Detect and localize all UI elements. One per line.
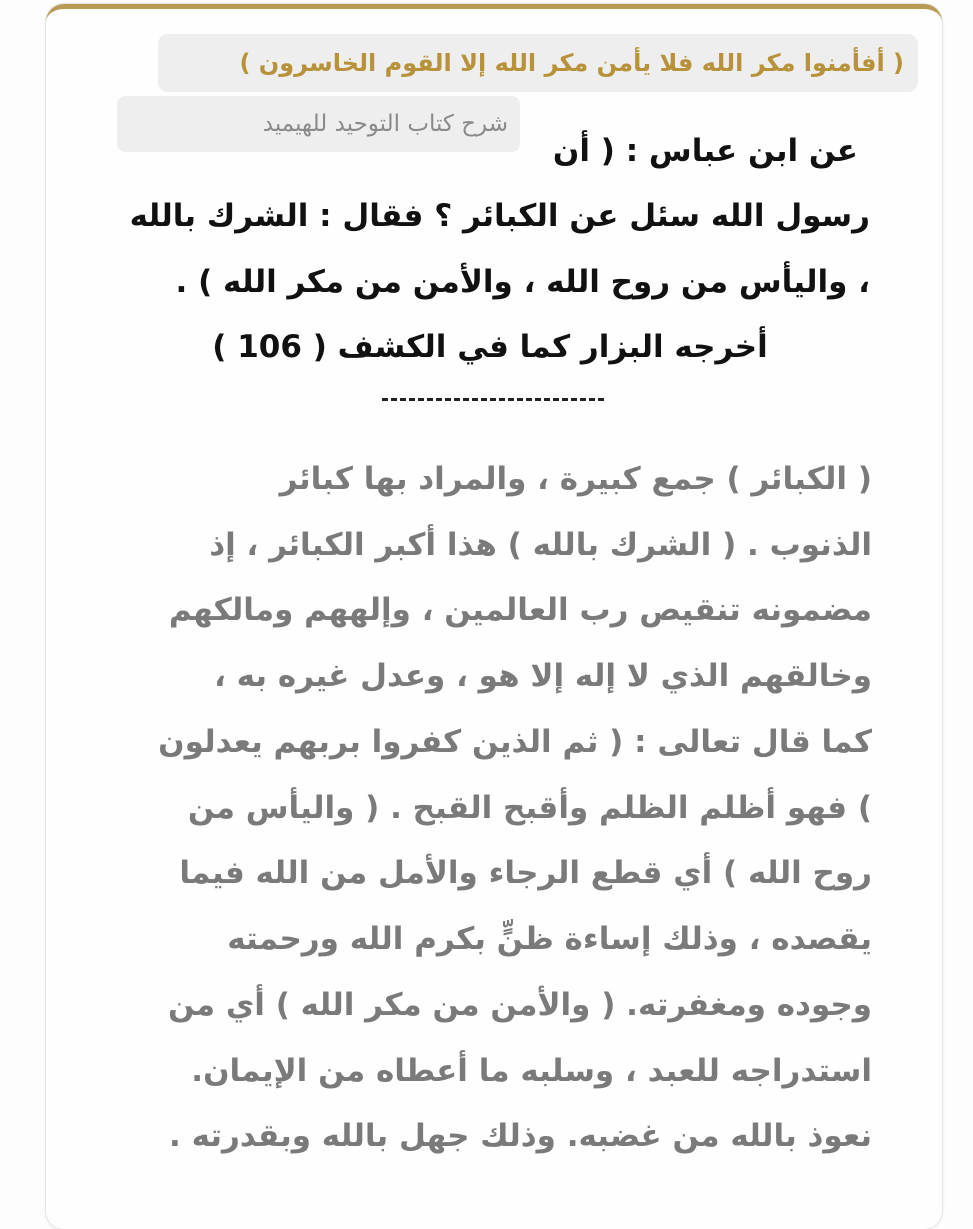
explanation-line-7: روح الله ) أي قطع الرجاء والأمل من الله فيما (179, 855, 872, 891)
explanation-line-11: نعوذ بالله من غضبه. وذلك جهل بالله وبقدرته . (169, 1118, 872, 1154)
explanation-line-1: ( الكبائر ) جمع كبيرة ، والمراد بها كبائر (279, 461, 872, 497)
verse-text: ( أفأمنوا مكر الله فلا يأمن مكر الله إلا القوم الخاسرون ) (239, 49, 904, 77)
section-divider (382, 398, 604, 401)
explanation-line-4: وخالقهم الذي لا إله إلا هو ، وعدل غيره به ، (214, 658, 872, 694)
verse-banner (158, 34, 918, 92)
explanation-line-3: مضمونه تنقيص رب العالمين ، وإلههم ومالكهم (168, 592, 872, 628)
book-title-text: شرح كتاب التوحيد للهيميد (262, 111, 508, 137)
explanation-line-2: الذنوب . ( الشرك بالله ) هذا أكبر الكبائر ، إذ (209, 527, 872, 563)
explanation-line-6: ) فهو أظلم الظلم وأقبح القبح . ( واليأس من (187, 790, 872, 826)
hadith-line-1: عن ابن عباس : ( أن (552, 133, 858, 169)
hadith-line-2: رسول الله سئل عن الكبائر ؟ فقال : الشرك بالله (129, 198, 870, 234)
explanation-line-10: استدراجه للعبد ، وسلبه ما أعطاه من الإيمان. (191, 1053, 872, 1089)
hadith-line-3: ، واليأس من روح الله ، والأمن من مكر الله ) . (175, 264, 870, 300)
explanation-line-9: وجوده ومغفرته. ( والأمن من مكر الله ) أي من (167, 987, 872, 1023)
hadith-source-line: أخرجه البزار كما في الكشف ( 106 ) (212, 329, 768, 365)
explanation-line-8: يقصده ، وذلك إساءة ظنٍّ بكرم الله ورحمته (227, 921, 872, 957)
explanation-line-5: كما قال تعالى : ( ثم الذين كفروا بربهم يعدلون (158, 724, 872, 760)
